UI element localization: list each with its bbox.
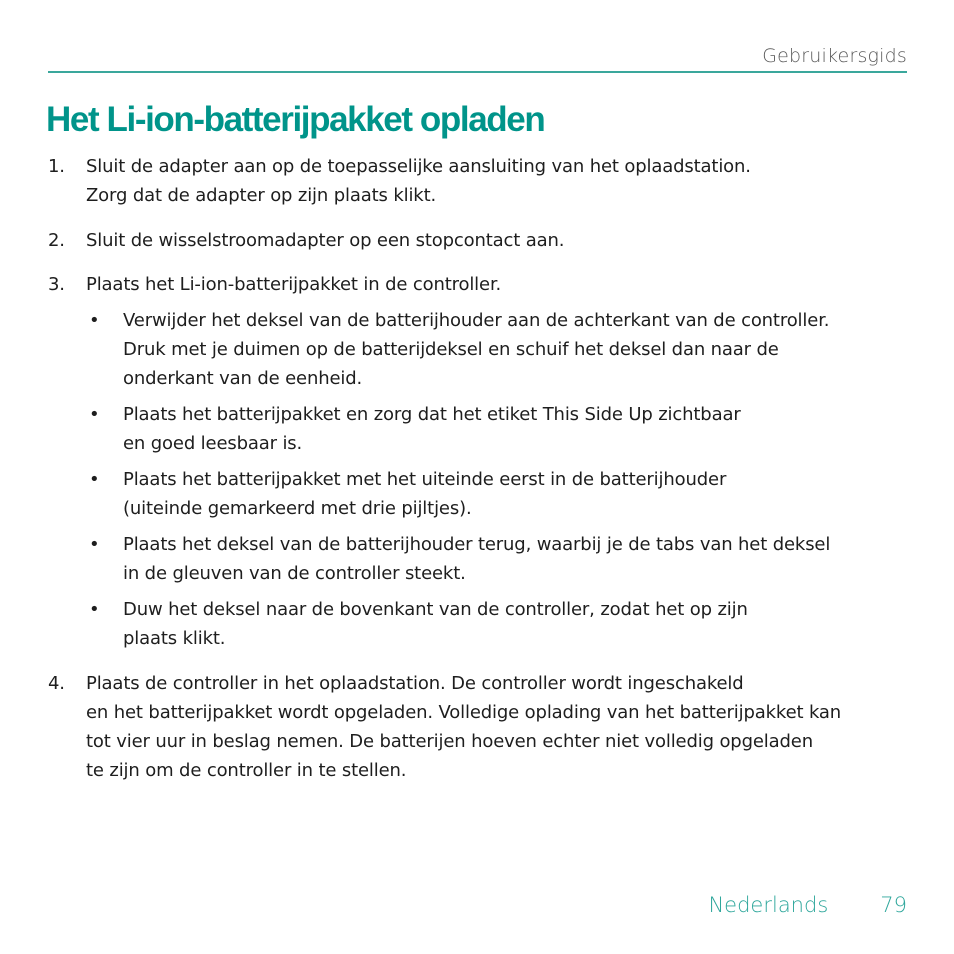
step-3-line-1: Plaats het Li-ion-batterijpakket in de controller. [86,274,502,295]
bullet-icon: • [89,310,100,331]
page-footer [708,893,907,917]
bullet-item-5 [86,595,914,653]
bullet-3-line-2: (uiteinde gemarkeerd met drie pijltjes). [123,498,472,519]
bullet-5-line-2: plaats klikt. [123,628,226,649]
bullet-icon: • [89,599,100,620]
bullet-item-4 [86,530,914,588]
step-1-line-2: Zorg dat de adapter op zijn plaats klikt. [86,185,437,206]
footer-language: Nederlands [708,893,829,917]
bullet-1-line-3: onderkant van de eenheid. [123,368,363,389]
step-3 [48,270,914,653]
bullet-icon: • [89,534,100,555]
step-4-line-1: Plaats de controller in het oplaadstation. De controller wordt ingeschakeld [86,673,744,694]
step-1 [48,152,914,210]
step-2-number: 2. [48,230,65,251]
step-3-bullet-list [86,306,914,653]
page-title: Het Li-ion-batterijpakket opladen [46,100,545,139]
page-number: 79 [880,893,907,917]
step-4-line-4: te zijn om de controller in te stellen. [86,760,407,781]
bullet-item-1 [86,306,914,393]
bullet-item-2 [86,400,914,458]
step-1-number: 1. [48,156,65,177]
step-1-line-1: Sluit de adapter aan op de toepasselijke aansluiting van het oplaadstation. [86,156,751,177]
bullet-1-line-2: Druk met je duimen op de batterijdeksel en schuif het deksel dan naar de [123,339,779,360]
bullet-icon: • [89,469,100,490]
step-3-number: 3. [48,274,65,295]
header-rule [48,71,907,73]
bullet-item-3 [86,465,914,523]
header-label: Gebruikersgids [762,45,907,67]
bullet-icon: • [89,404,100,425]
step-2-line-1: Sluit de wisselstroomadapter op een stopcontact aan. [86,230,565,251]
bullet-5-line-1: Duw het deksel naar de bovenkant van de controller, zodat het op zijn [123,599,748,620]
step-4-number: 4. [48,673,65,694]
bullet-2-line-1: Plaats het batterijpakket en zorg dat het etiket This Side Up zichtbaar [123,404,741,425]
bullet-1-line-1: Verwijder het deksel van de batterijhouder aan de achterkant van de controller. [123,310,830,331]
instruction-list [48,152,914,785]
step-2 [48,226,914,255]
step-4-line-3: tot vier uur in beslag nemen. De batterijen hoeven echter niet volledig opgeladen [86,731,813,752]
bullet-4-line-2: in de gleuven van de controller steekt. [123,563,466,584]
bullet-2-line-2: en goed leesbaar is. [123,433,303,454]
step-4 [48,669,914,785]
step-4-line-2: en het batterijpakket wordt opgeladen. Volledige oplading van het batterijpakket kan [86,702,842,723]
bullet-4-line-1: Plaats het deksel van de batterijhouder terug, waarbij je de tabs van het deksel [123,534,831,555]
bullet-3-line-1: Plaats het batterijpakket met het uiteinde eerst in de batterijhouder [123,469,727,490]
